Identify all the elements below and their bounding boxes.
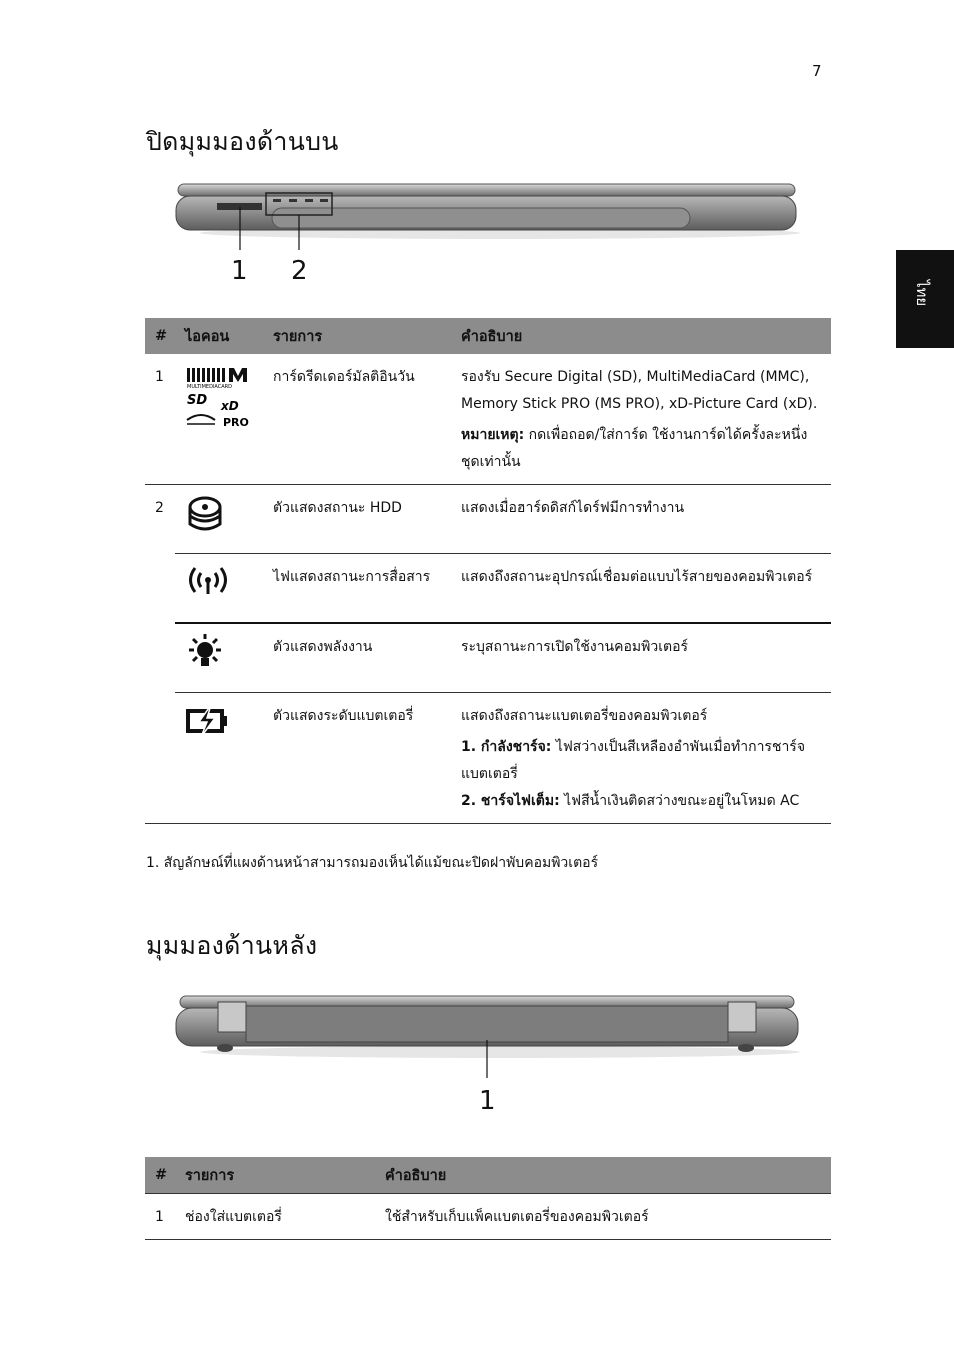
row-desc: แสดงเมื่อฮาร์ดดิสก์ไดร์ฟมีการทำงาน: [451, 485, 831, 554]
header-desc: คำอธิบาย: [375, 1157, 831, 1194]
footnote: 1. สัญลักษณ์ที่แผงด้านหน้าสามารถมองเห็นได้แม้ขณะปิดฝาพับคอมพิวเตอร์: [146, 855, 599, 871]
mmc-logo-text: MULTIMEDIACARD: [187, 384, 232, 390]
callout-1-front: 1: [231, 256, 248, 286]
header-desc: คำอธิบาย: [451, 318, 831, 354]
language-tab-label: ไทย: [913, 280, 931, 307]
row-desc: แสดงถึงสถานะแบตเตอรี่ของคอมพิวเตอร์: [461, 708, 708, 724]
header-num: #: [145, 318, 175, 354]
table-row: [145, 1194, 831, 1240]
laptop-rear-illustration: [170, 988, 810, 1083]
memory-card-logos-icon: [185, 364, 255, 432]
section-title-front: ปิดมุมมองด้านบน: [146, 127, 339, 156]
row-note: [461, 422, 825, 476]
row-num: [145, 693, 175, 824]
power-icon: [185, 634, 225, 674]
row-item: ตัวแสดงสถานะ HDD: [263, 485, 451, 554]
table-header: [145, 318, 831, 354]
language-tab: [896, 250, 954, 348]
row-num: [145, 554, 175, 624]
xd-logo-text: xD: [221, 399, 239, 413]
charging-label: 1. กำลังชาร์จ:: [461, 739, 552, 755]
table-header: [145, 1157, 831, 1194]
callout-1-rear: 1: [479, 1086, 496, 1116]
row-item: การ์ดรีดเดอร์มัลติอินวัน: [273, 369, 415, 385]
row-desc: รองรับ Secure Digital (SD), MultiMediaCard (MMC), Memory Stick PRO (MS PRO), xD-Picture Card (xD).: [461, 369, 818, 412]
sd-logo-text: SD: [187, 393, 208, 408]
header-icon: ไอคอน: [175, 318, 263, 354]
callout-2-front: 2: [291, 256, 308, 286]
charging-text: ไฟสว่างเป็นสีเหลืองอำพันเมื่อทำการชาร์จแบตเตอรี่: [461, 739, 806, 782]
rear-view-table: [145, 1157, 831, 1240]
battery-charge-icon: [185, 703, 231, 739]
row-num: 1: [155, 369, 164, 385]
row-num: 1: [145, 1194, 175, 1240]
full-charge-label: 2. ชาร์จไฟเต็ม:: [461, 793, 560, 809]
row-item: ตัวแสดงระดับแบตเตอรี่: [263, 693, 451, 824]
pro-logo-text: PRO: [223, 416, 249, 429]
full-charge-note: [461, 788, 825, 815]
note-text: กดเพื่อถอด/ใส่การ์ด ใช้งานการ์ดได้ครั้งละหนึ่งชุดเท่านั้น: [461, 427, 808, 470]
table-row: [145, 354, 831, 485]
page-number: 7: [812, 62, 822, 80]
header-item: รายการ: [175, 1157, 375, 1194]
row-item: ตัวแสดงพลังงาน: [263, 623, 451, 693]
row-num: [145, 623, 175, 693]
row-desc: ใช้สำหรับเก็บแพ็คแบตเตอรี่ของคอมพิวเตอร์: [375, 1194, 831, 1240]
table-row: [145, 623, 831, 693]
row-desc: แสดงถึงสถานะอุปกรณ์เชื่อมต่อแบบไร้สายของคอมพิวเตอร์: [451, 554, 831, 624]
table-row: [145, 485, 831, 554]
wireless-icon: [185, 564, 231, 604]
row-desc: ระบุสถานะการเปิดใช้งานคอมพิวเตอร์: [451, 623, 831, 693]
table-row: [145, 554, 831, 624]
laptop-front-illustration: [170, 175, 810, 290]
charging-note: [461, 734, 825, 788]
row-num: 2: [145, 485, 175, 554]
front-view-table: [145, 318, 831, 824]
table-row: [145, 693, 831, 824]
header-item: รายการ: [263, 318, 451, 354]
row-item: ช่องใส่แบตเตอรี่: [175, 1194, 375, 1240]
section-title-rear: มุมมองด้านหลัง: [146, 931, 318, 960]
full-charge-text: ไฟสีน้ำเงินติดสว่างขณะอยู่ในโหมด AC: [559, 793, 800, 809]
header-num: #: [145, 1157, 175, 1194]
hdd-icon: [185, 495, 225, 535]
note-label: หมายเหตุ:: [461, 427, 525, 443]
row-item: ไฟแสดงสถานะการสื่อสาร: [263, 554, 451, 624]
